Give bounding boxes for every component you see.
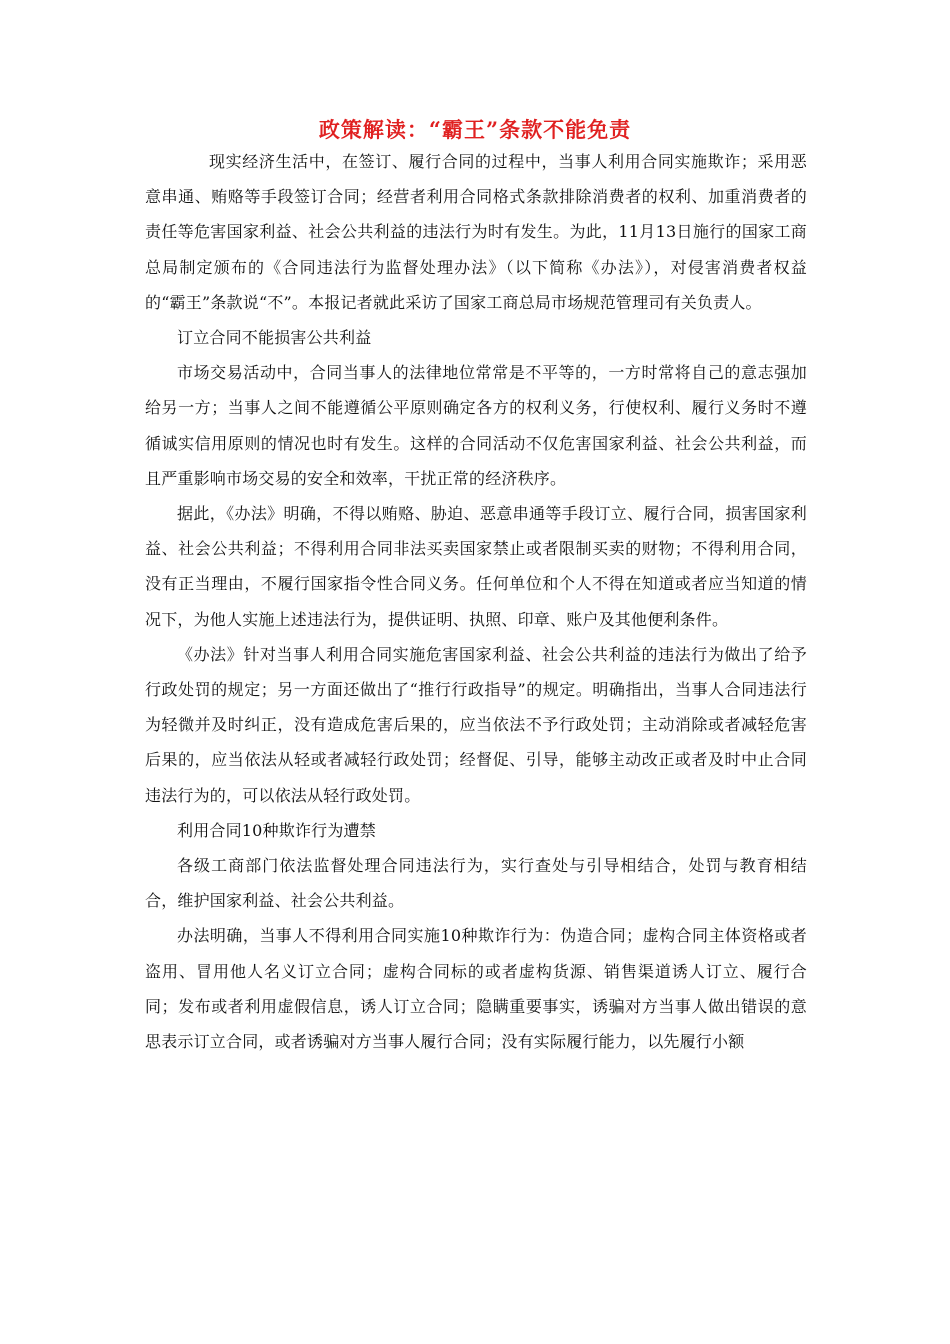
paragraph-intro: 现实经济生活中，在签订、履行合同的过程中，当事人利用合同实施欺诈；采用恶意串通、贿赂等手段签订合同；经营者利用合同格式条款排除消费者的权利、加重消费者的责任等危害国家利益、社会公共利益的违法行为时有发生。为此，11月13日施行的国家工商总局制定颁布的《合同违法行为监督处理办法》（以下简称《办法》），对侵害消费者权益的“霸王”条款说“不”。本报记者就此采访了国家工商总局市场规范管理司有关负责人。 (145, 152, 807, 312)
section-heading-fraud-ban: 利用合同10种欺诈行为遭禁 (177, 820, 376, 840)
paragraph-market-trade: 市场交易活动中，合同当事人的法律地位常常是不平等的，一方时常将自己的意志强加给另一方；当事人之间不能遵循公平原则确定各方的权利义务，行使权利、履行义务时不遵循诚实信用原则的情况也时有发生。这样的合同活动不仅危害国家利益、社会公共利益，而且严重影响市场交易的安全和效率，干扰正常的经济秩序。 (145, 363, 807, 488)
paragraph-supervision: 各级工商部门依法监督处理合同违法行为，实行查处与引导相结合，处罚与教育相结合，维护国家利益、社会公共利益。 (145, 856, 807, 911)
document-body (145, 144, 807, 1059)
paragraph-ten-fraud-acts: 办法明确，当事人不得利用合同实施10种欺诈行为：伪造合同；虚构合同主体资格或者盗用、冒用他人名义订立合同；虚构合同标的或者虚构货源、销售渠道诱人订立、履行合同；发布或者利用虚假信息，诱人订立合同；隐瞒重要事实，诱骗对方当事人做出错误的意思表示订立合同，或者诱骗对方当事人履行合同；没有实际履行能力，以先履行小额 (145, 926, 807, 1052)
document-title: 政策解读：“霸王”条款不能免责 (318, 117, 632, 142)
section-heading-public-interest: 订立合同不能损害公共利益 (177, 328, 372, 348)
paragraph-penalty-rules: 《办法》针对当事人利用合同实施危害国家利益、社会公共利益的违法行为做出了给予行政处罚的规定；另一方面还做出了“推行行政指导”的规定。明确指出，当事人合同违法行为轻微并及时纠正，没有造成危害后果的，应当依法不予行政处罚；主动消除或者减轻危害后果的，应当依法从轻或者减轻行政处罚；经督促、引导，能够主动改正或者及时中止合同违法行为的，可以依法从轻行政处罚。 (145, 644, 807, 805)
paragraph-accordingly: 据此，《办法》明确，不得以贿赂、胁迫、恶意串通等手段订立、履行合同，损害国家利益、社会公共利益；不得利用合同非法买卖国家禁止或者限制买卖的财物；不得利用合同，没有正当理由，不履行国家指令性合同义务。任何单位和个人不得在知道或者应当知道的情况下，为他人实施上述违法行为，提供证明、执照、印章、账户及其他便利条件。 (145, 504, 807, 629)
